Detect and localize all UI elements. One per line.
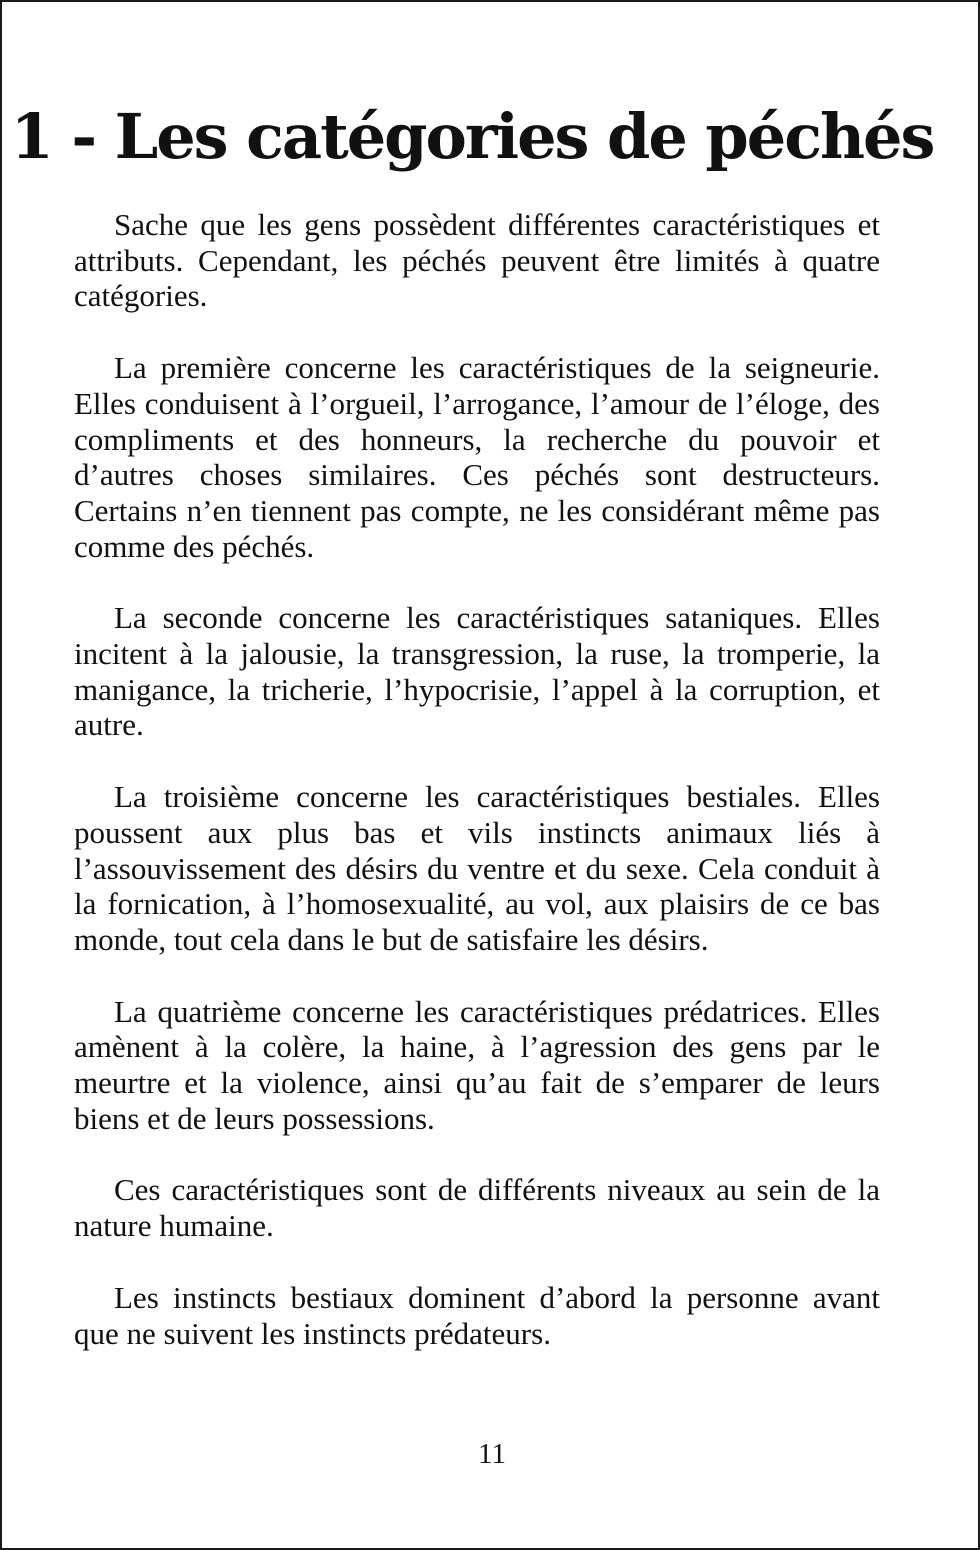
- page-number: 11: [478, 1438, 506, 1470]
- paragraph-predatrices: La quatrième concerne les caractéristiques prédatrices. Elles amènent à la colère, la haine, à l’agression des gens par le meurtre et la violence, ainsi qu’au fait de s’emparer de leurs biens et de leurs possessions.: [74, 993, 880, 1136]
- chapter-title: 1 - Les catégories de péchés: [10, 100, 934, 173]
- paragraph-seigneurie: La première concerne les caractéristiques de la seigneurie. Elles conduisent à l’orgueil, l’arrogance, l’amour de l’éloge, des compliments et des honneurs, la recherche du pouvoir et d’autres choses similaires. Ces péchés sont destructeurs. Certains n’en tiennent pas compte, ne les considérant même pas comme des péchés.: [74, 350, 880, 564]
- chapter-body: [74, 207, 880, 1387]
- paragraph-sataniques: La seconde concerne les caractéristiques sataniques. Elles incitent à la jalousie, la transgression, la ruse, la tromperie, la manigance, la tricherie, l’hypocrisie, l’appel à la corruption, et autre.: [74, 600, 880, 743]
- paragraph-intro: Sache que les gens possèdent différentes caractéristiques et attributs. Cependant, les péchés peuvent être limités à quatre catégories.: [74, 207, 880, 314]
- paragraph-bestiales: La troisième concerne les caractéristiques bestiales. Elles poussent aux plus bas et vils instincts animaux liés à l’assouvissement des désirs du ventre et du sexe. Cela conduit à la fornication, à l’homosexualité, au vol, aux plaisirs de ce bas monde, tout cela dans le but de satisfaire les désirs.: [74, 779, 880, 957]
- paragraph-instincts: Les instincts bestiaux dominent d’abord la personne avant que ne suivent les instincts prédateurs.: [74, 1279, 880, 1351]
- paragraph-niveaux: Ces caractéristiques sont de différents niveaux au sein de la nature humaine.: [74, 1172, 880, 1244]
